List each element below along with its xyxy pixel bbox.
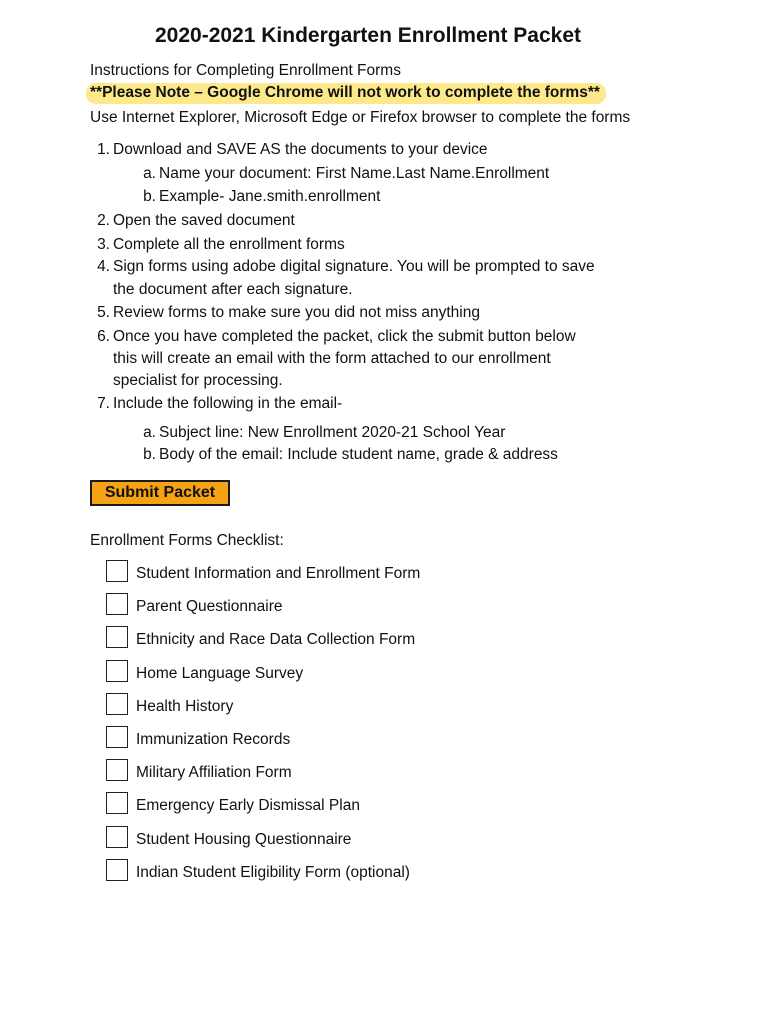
checklist-item-label: Parent Questionnaire (136, 598, 283, 616)
step-number: a. (143, 165, 156, 182)
page-title: 2020-2021 Kindergarten Enrollment Packet (154, 24, 581, 47)
submit-packet-button[interactable]: Submit Packet (90, 480, 230, 506)
step-text: specialist for processing. (113, 372, 283, 389)
step-text: Download and SAVE AS the documents to your device (113, 141, 488, 158)
checklist-checkbox[interactable] (106, 726, 128, 748)
chrome-warning-note: **Please Note – Google Chrome will not work to complete the forms** (86, 83, 606, 104)
step-number: 7. (97, 395, 110, 412)
checklist-item-label: Ethnicity and Race Data Collection Form (136, 631, 416, 649)
step-text: Once you have completed the packet, click the submit button below (113, 328, 576, 345)
step-text: the document after each signature. (113, 281, 353, 298)
instructions-heading: Instructions for Completing Enrollment Forms (90, 62, 401, 79)
step-number: 1. (97, 141, 110, 158)
step-number: b. (143, 188, 156, 205)
step-text: Sign forms using adobe digital signature. You will be prompted to save (113, 258, 595, 275)
step-text: Subject line: New Enrollment 2020-21 School Year (159, 424, 506, 441)
step-text: Body of the email: Include student name, grade & address (159, 446, 558, 463)
checklist-item-label: Home Language Survey (136, 664, 304, 682)
step-text: Name your document: First Name.Last Name.Enrollment (159, 165, 550, 182)
checklist-item-label: Immunization Records (136, 731, 291, 748)
checklist-item-label: Student Information and Enrollment Form (136, 565, 421, 582)
step-number: a. (143, 424, 156, 441)
browser-instructions: Use Internet Explorer, Microsoft Edge or Firefox browser to complete the forms (90, 109, 631, 126)
checklist-item-label: Health History (136, 697, 234, 715)
step-number: 5. (97, 304, 110, 321)
checklist-checkbox[interactable] (106, 626, 128, 648)
step-number: 6. (97, 328, 110, 345)
checklist-checkbox[interactable] (106, 660, 128, 682)
checklist-item-label: Indian Student Eligibility Form (optional) (136, 863, 410, 881)
checklist-checkbox[interactable] (106, 792, 128, 814)
checklist-checkbox[interactable] (106, 693, 128, 715)
step-text: Complete all the enrollment forms (113, 236, 345, 253)
checklist-checkbox[interactable] (106, 560, 128, 582)
step-number: b. (143, 446, 156, 463)
checklist-checkbox[interactable] (106, 859, 128, 881)
step-number: 3. (97, 236, 110, 253)
checklist-item-label: Emergency Early Dismissal Plan (136, 797, 360, 815)
checklist-checkbox[interactable] (106, 826, 128, 848)
step-text: Example- Jane.smith.enrollment (159, 188, 381, 205)
step-text: Review forms to make sure you did not miss anything (113, 304, 480, 321)
step-text: Include the following in the email- (113, 395, 343, 412)
step-text: this will create an email with the form attached to our enrollment (113, 350, 551, 367)
step-text: Open the saved document (113, 212, 295, 229)
step-number: 2. (97, 212, 110, 229)
checklist-item-label: Military Affiliation Form (136, 764, 292, 782)
checklist-checkbox[interactable] (106, 759, 128, 781)
checklist-item-label: Student Housing Questionnaire (136, 830, 352, 848)
checklist-checkbox[interactable] (106, 593, 128, 615)
step-number: 4. (97, 258, 110, 275)
checklist-heading: Enrollment Forms Checklist: (90, 532, 284, 549)
